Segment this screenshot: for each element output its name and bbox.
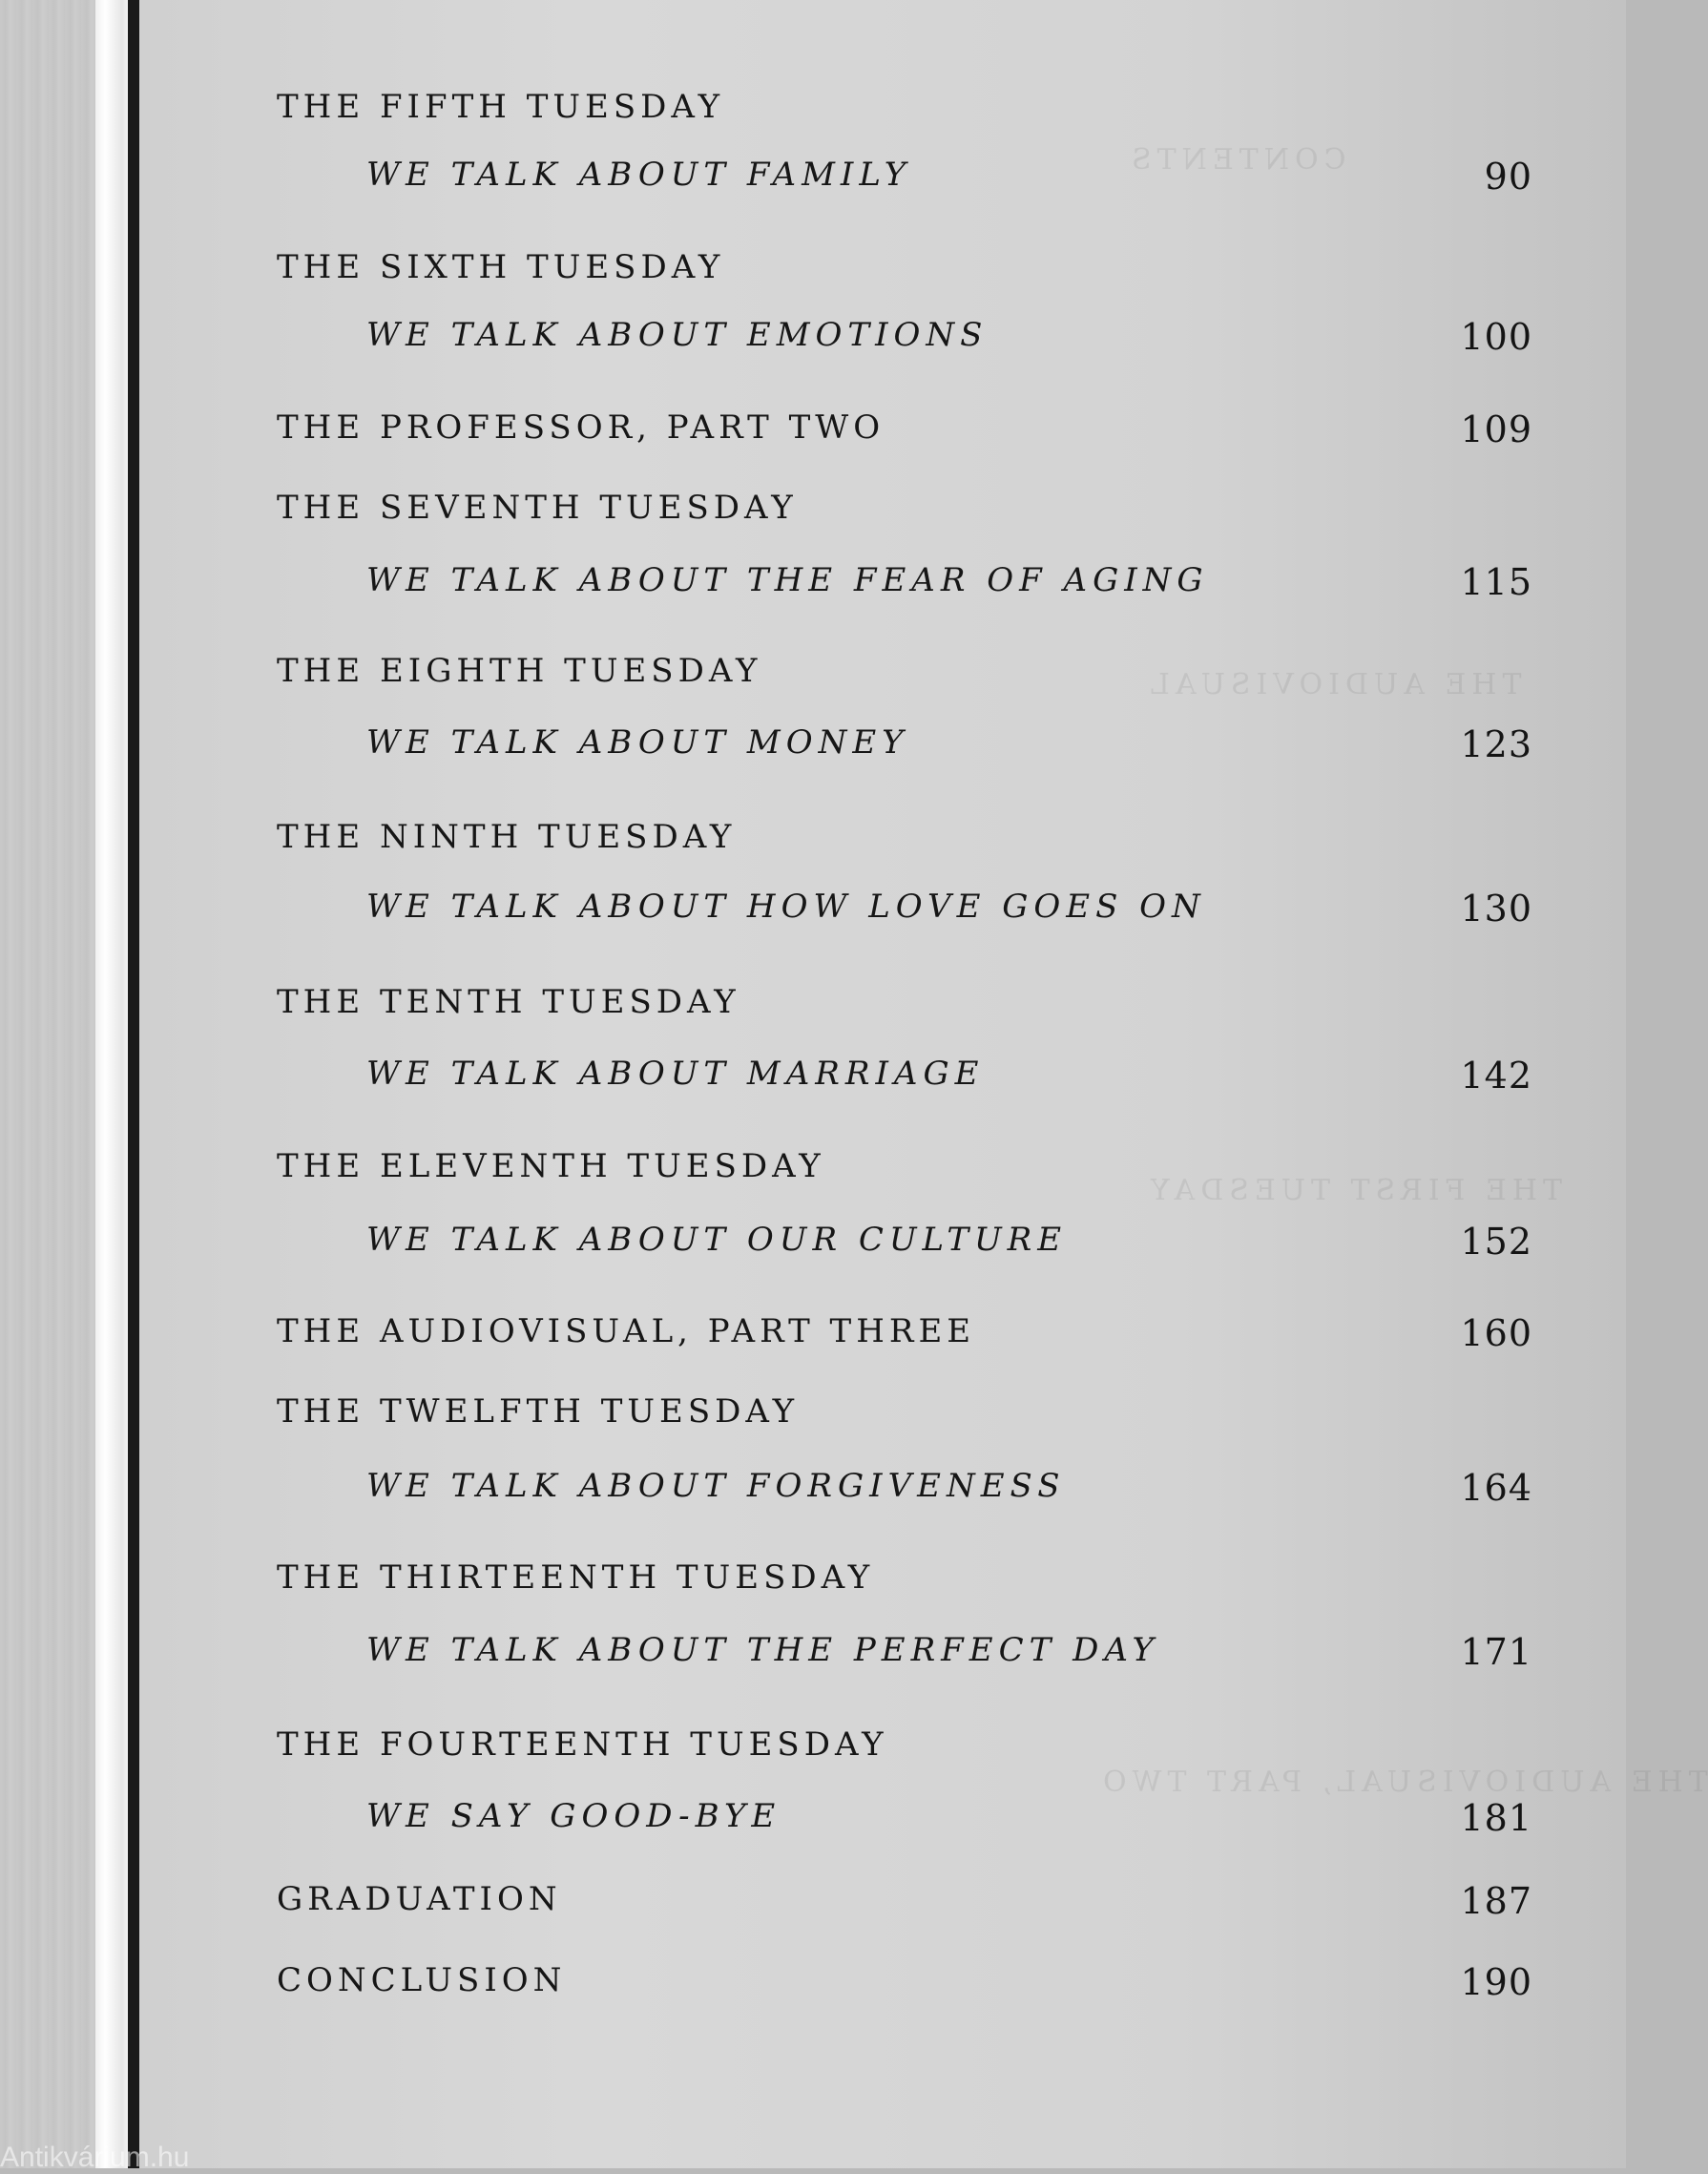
toc-entry [0,983,1626,1040]
toc-page-number: 142 [1460,1055,1532,1097]
toc-page-number: 115 [1460,561,1532,603]
toc-entry [0,1880,1626,1937]
toc-heading: THE SIXTH TUESDAY [277,248,725,286]
toc-entry [0,1147,1626,1204]
toc-heading: THE TWELFTH TUESDAY [277,1392,800,1431]
toc-entry [0,1055,1626,1112]
toc-entry [0,248,1626,305]
toc-page-number: 187 [1460,1880,1532,1922]
toc-entry [0,1797,1626,1854]
toc-page-number: 109 [1460,408,1532,450]
toc-heading: CONCLUSION [277,1961,567,1999]
toc-entry [0,1961,1626,2018]
toc-page-number: 190 [1460,1961,1532,2003]
toc-heading: THE EIGHTH TUESDAY [277,652,762,690]
toc-page-number: 160 [1460,1312,1532,1354]
bleed-through-text: CONTENTS [1126,143,1346,177]
toc-entry [0,561,1626,618]
toc-page-number: 181 [1460,1797,1532,1839]
bleed-through-text: THE FIRST TUESDAY [1145,1174,1563,1207]
bleed-through-text: THE AUDIOVISUAL, PART TWO [1097,1766,1708,1799]
toc-page-number: 123 [1460,723,1532,765]
toc-subtitle: WE TALK ABOUT FAMILY [366,156,912,194]
toc-entry [0,1221,1626,1278]
bleed-through-text: THE AUDIOVISUAL [1145,668,1522,701]
toc-entry [0,652,1626,709]
toc-heading: THE AUDIOVISUAL, PART THREE [277,1312,976,1350]
toc-page-number: 90 [1484,156,1532,198]
toc-page-number: 171 [1460,1631,1532,1673]
toc-entry [0,408,1626,466]
toc-entry [0,1725,1626,1783]
toc-subtitle: WE SAY GOOD-BYE [366,1797,781,1835]
toc-page-number: 164 [1460,1467,1532,1509]
toc-heading: THE ELEVENTH TUESDAY [277,1147,825,1185]
toc-heading: THE FIFTH TUESDAY [277,88,725,126]
toc-subtitle: WE TALK ABOUT MONEY [366,723,909,762]
toc-page-number: 100 [1460,316,1532,358]
toc-entry [0,1312,1626,1369]
toc-entry [0,888,1626,945]
toc-heading: THE TENTH TUESDAY [277,983,740,1021]
toc-page-number: 152 [1460,1221,1532,1263]
toc-heading: THE THIRTEENTH TUESDAY [277,1558,875,1597]
watermark: Antikvárium.hu [0,2142,190,2173]
toc-subtitle: WE TALK ABOUT FORGIVENESS [366,1467,1066,1505]
toc-heading: THE FOURTEENTH TUESDAY [277,1725,888,1764]
toc-subtitle: WE TALK ABOUT MARRIAGE [366,1055,985,1093]
toc-entry [0,1467,1626,1524]
toc-entry [0,723,1626,781]
toc-entry [0,88,1626,145]
toc-subtitle: WE TALK ABOUT OUR CULTURE [366,1221,1068,1259]
toc-entry [0,1392,1626,1450]
toc-heading: THE SEVENTH TUESDAY [277,489,798,527]
toc-subtitle: WE TALK ABOUT THE PERFECT DAY [366,1631,1159,1669]
toc-heading: GRADUATION [277,1880,562,1918]
toc-subtitle: WE TALK ABOUT HOW LOVE GOES ON [366,888,1206,926]
toc-entry [0,1631,1626,1688]
toc-heading: THE PROFESSOR, PART TWO [277,408,885,447]
toc-page-number: 130 [1460,888,1532,930]
toc-entry [0,156,1626,213]
toc-entry [0,489,1626,546]
toc-subtitle: WE TALK ABOUT EMOTIONS [366,316,989,354]
toc-entry [0,818,1626,875]
toc-heading: THE NINTH TUESDAY [277,818,737,856]
toc-subtitle: WE TALK ABOUT THE FEAR OF AGING [366,561,1209,599]
toc-entry [0,1558,1626,1616]
toc-entry [0,316,1626,373]
